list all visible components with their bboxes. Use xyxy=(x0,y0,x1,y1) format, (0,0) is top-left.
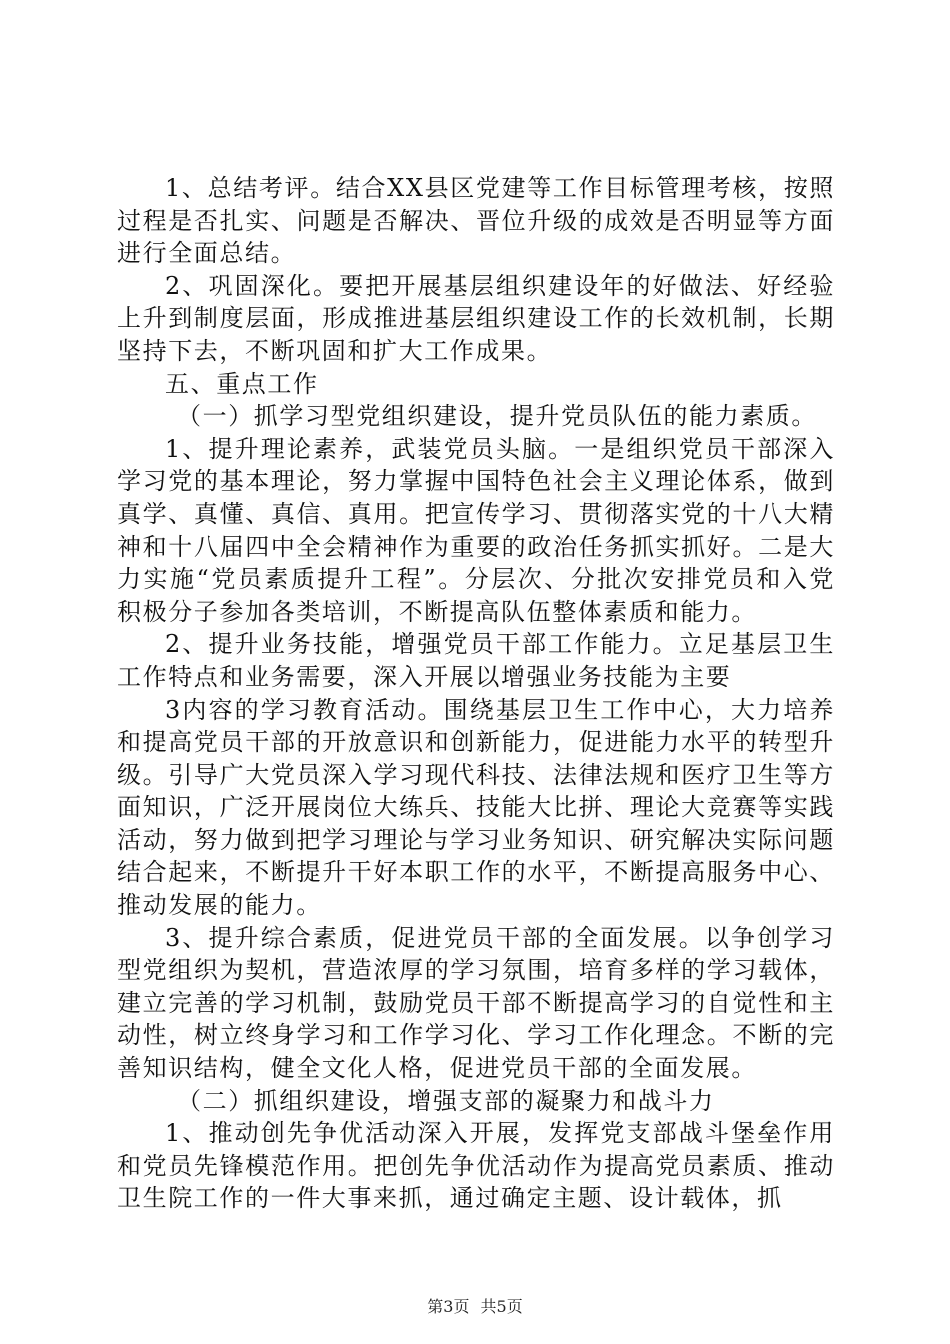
paragraph-theory-literacy: 1、提升理论素养，武装党员头脑。一是组织党员干部深入学习党的基本理论，努力掌握中国特色社会主义理论体系，做到真学、真懂、真信、真用。把宣传学习、贯彻落实党的十八大精神和十八届四中全会精神作为重要的政治任务抓实抓好。二是大力实施“党员素质提升工程”。分层次、分批次安排党员和入党积极分子参加各类培训，不断提高队伍整体素质和能力。 xyxy=(117,434,835,626)
document-body xyxy=(117,172,835,1215)
paragraph-learning-activities: 3内容的学习教育活动。围绕基层卫生工作中心，大力培养和提高党员干部的开放意识和创新能力，促进能力水平的转型升级。引导广大党员深入学习现代科技、法律法规和医疗卫生等方面知识，广泛开展岗位大练兵、技能大比拼、理论大竞赛等实践活动，努力做到把学习理论与学习业务知识、研究解决实际问题结合起来，不断提升干好本职工作的水平，不断提高服务中心、推动发展的能力。 xyxy=(117,695,835,920)
paragraph-comprehensive-quality: 3、提升综合素质，促进党员干部的全面发展。以争创学习型党组织为契机，营造浓厚的学习氛围，培育多样的学习载体，建立完善的学习机制，鼓励党员干部不断提高学习的自觉性和主动性，树立终身学习和工作学习化、学习工作化理念。不断的完善知识结构，健全文化人格，促进党员干部的全面发展。 xyxy=(117,923,835,1083)
paragraph-excellence-activity: 1、推动创先争优活动深入开展，发挥党支部战斗堡垒作用和党员先锋模范作用。把创先争优活动作为提高党员素质、推动卫生院工作的一件大事来抓，通过确定主题、设计载体，抓 xyxy=(117,1119,835,1213)
paragraph-summary-review: 1、总结考评。结合XX县区党建等工作目标管理考核，按照过程是否扎实、问题是否解决、晋位升级的成效是否明显等方面进行全面总结。 xyxy=(117,174,835,268)
paragraph-consolidate-deepen: 2、巩固深化。要把开展基层组织建设年的好做法、好经验上升到制度层面，形成推进基层组织建设工作的长效机制，长期坚持下去，不断巩固和扩大工作成果。 xyxy=(117,271,835,365)
paragraph-business-skills: 2、提升业务技能，增强党员干部工作能力。立足基层卫生工作特点和业务需要，深入开展以增强业务技能为主要 xyxy=(117,630,835,691)
subsection-heading-org-building: （二）抓组织建设，增强支部的凝聚力和战斗力 xyxy=(177,1086,715,1115)
subsection-heading-learning-org: （一）抓学习型党组织建设，提升党员队伍的能力素质。 xyxy=(177,402,817,431)
page-footer xyxy=(0,1297,950,1317)
page-total: 共5页 xyxy=(480,1297,523,1316)
page-number: 第3页 xyxy=(427,1297,470,1316)
section-heading-key-work: 五、重点工作 xyxy=(165,369,319,398)
